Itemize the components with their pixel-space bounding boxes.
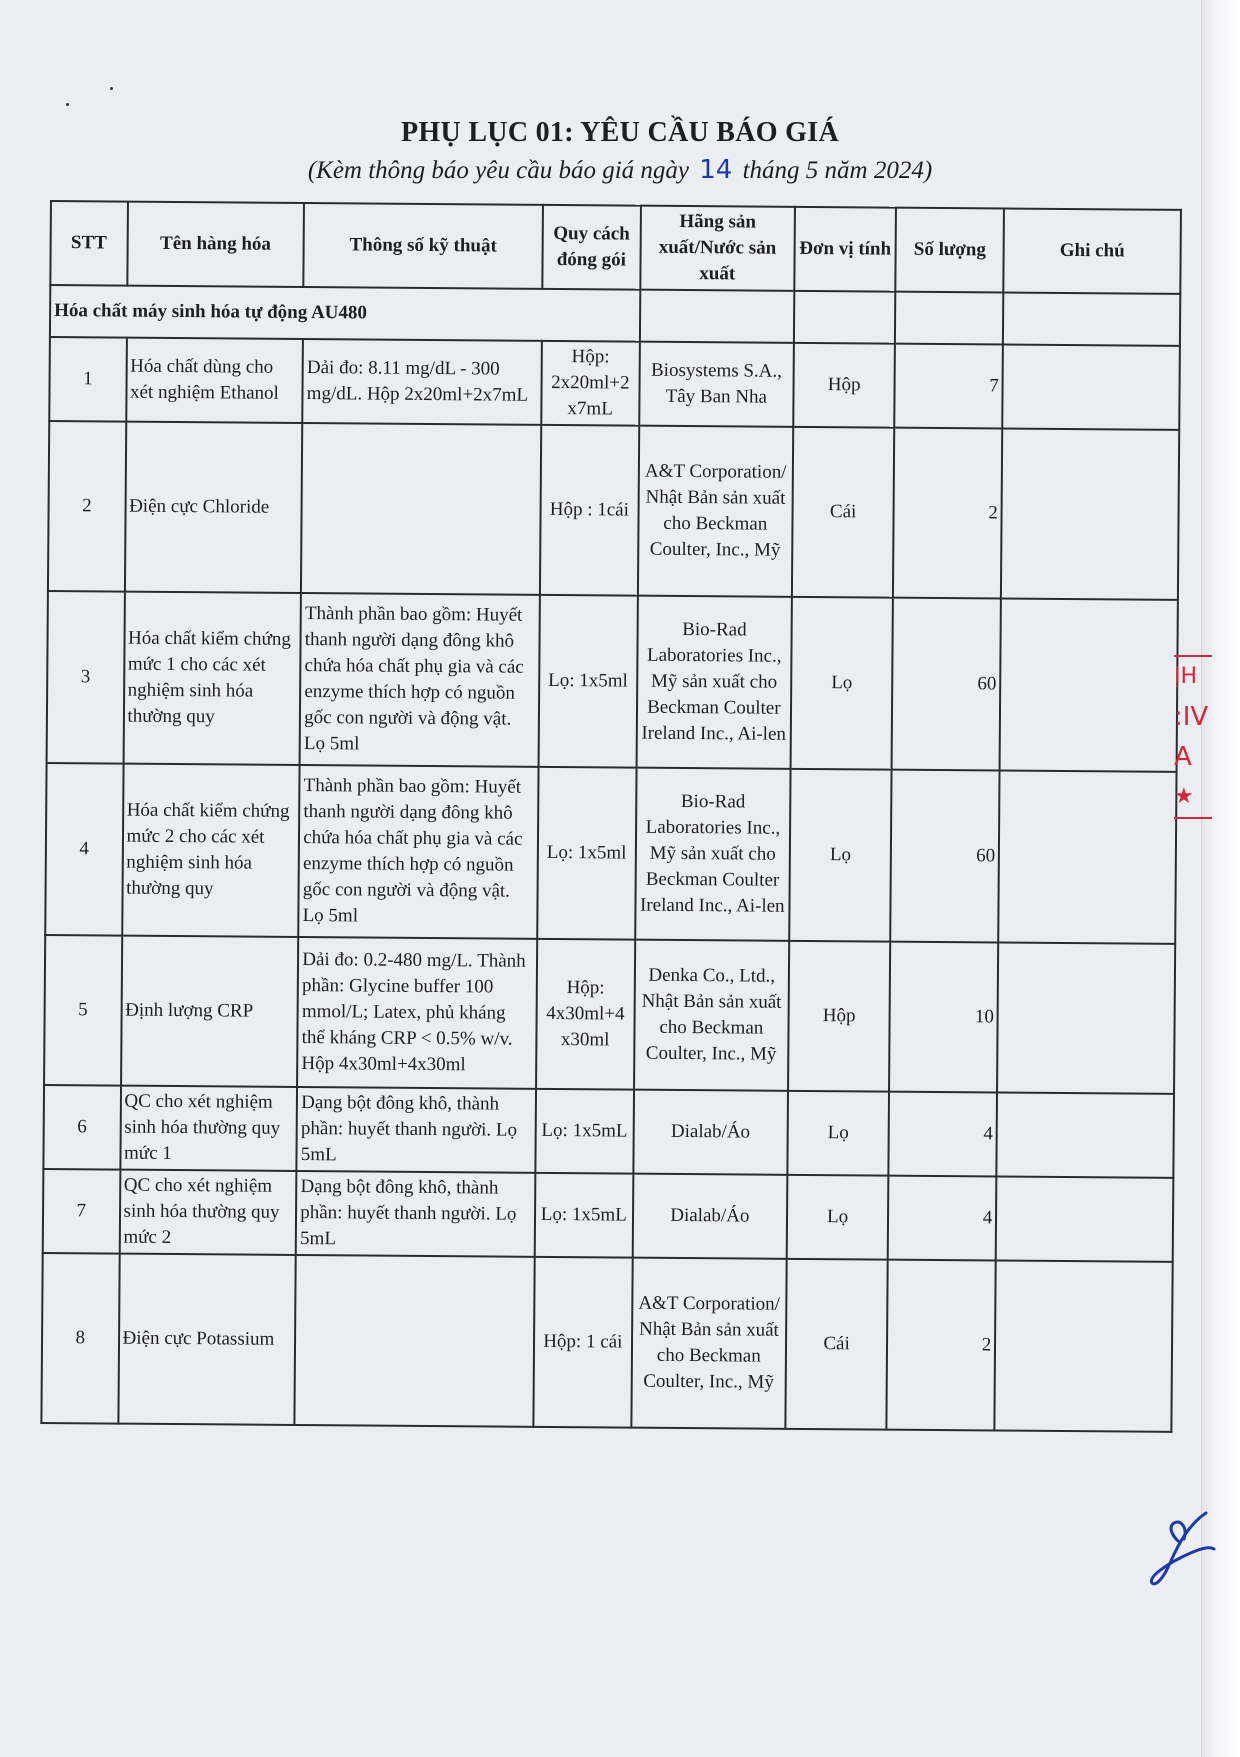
cell-qty: 2 [893,428,1002,599]
header-unit: Đơn vị tính [794,207,896,292]
cell-stt: 5 [44,935,122,1086]
cell-packing: Hộp: 4x30ml+4 x30ml [536,939,635,1090]
cell-name: Điện cực Potassium [118,1254,296,1425]
stamp-star-icon: ★ [1174,777,1212,819]
header-stt: STT [50,201,127,286]
subtitle-suffix: tháng 5 năm 2024) [742,157,933,184]
cell-note [997,942,1175,1093]
cell-qty: 10 [889,942,998,1093]
table-row [49,337,1180,430]
cell-name: QC cho xét nghiệm sinh hóa thường quy mức 1 [120,1086,297,1171]
cell-note [1002,344,1179,429]
cell-maker: Dialab/Áo [632,1174,787,1259]
stamp-fragment: A [1174,742,1192,772]
header-note: Ghi chú [1004,208,1181,293]
header-spec: Thông số kỹ thuật [304,203,543,289]
cell-spec [295,1255,535,1427]
scan-speck [110,87,113,90]
cell-unit: Hộp [793,343,895,428]
cell-note [1000,598,1178,771]
cell-qty: 7 [894,344,1003,429]
table-row [41,1253,1172,1432]
stamp-fragment: ỊH [1174,655,1212,697]
cell-stt: 2 [48,421,126,592]
subtitle-handwritten-day: 14 [699,155,733,185]
cell-spec: Thành phần bao gồm: Huyết thanh người dạng đông khô chứa hóa chất phụ gia và các enzyme thích hợp có nguồn gốc con người và động vật. Lọ 5ml [298,765,538,939]
table-row [47,591,1178,772]
table-row [43,1169,1174,1262]
header-maker: Hãng sản xuất/Nước sản xuất [640,206,795,291]
cell-maker: Biosystems S.A., Tây Ban Nha [639,342,794,427]
stamp-fragment: :IV [1174,702,1209,732]
section-empty-cell [895,292,1003,345]
cell-stt: 7 [43,1169,120,1254]
cell-spec: Dải đo: 8.11 mg/dL - 300 mg/dL. Hộp 2x20ml+2x7mL [302,339,541,425]
cell-stt: 8 [41,1253,119,1424]
cell-qty: 60 [892,598,1001,771]
cell-unit: Hộp [788,941,890,1092]
cell-name: Hóa chất kiểm chứng mức 1 cho các xét nghiệm sinh hóa thường quy [123,592,301,765]
cell-name: Hóa chất kiểm chứng mức 2 cho các xét nghiệm sinh hóa thường quy [122,764,300,937]
cell-qty: 4 [889,1092,998,1177]
scan-speck [66,103,69,106]
cell-maker: Bio-Rad Laboratories Inc., Mỹ sản xuất cho Beckman Coulter Ireland Inc., Ai-len [635,768,791,941]
cell-unit: Lọ [787,1175,889,1260]
cell-maker: Bio-Rad Laboratories Inc., Mỹ sản xuất cho Beckman Coulter Ireland Inc., Ai-len [636,596,792,769]
cell-maker: A&T Corporation/ Nhật Bản sản xuất cho Beckman Coulter, Inc., Mỹ [631,1258,787,1429]
table-header-row [50,201,1181,294]
page-edge-shadow [1201,0,1240,1757]
table-row [48,421,1179,600]
table-row [44,935,1175,1094]
cell-packing: Hộp: 2x20ml+2 x7mL [541,341,640,426]
cell-qty: 4 [888,1176,997,1261]
cell-maker: Denka Co., Ltd., Nhật Bản sản xuất cho Beckman Coulter, Inc., Mỹ [634,940,789,1091]
cell-unit: Cái [785,1259,888,1430]
cell-unit: Lọ [787,1091,889,1176]
cell-unit: Cái [792,427,895,598]
cell-spec: Dạng bột đông khô, thành phần: huyết thanh người. Lọ 5mL [296,1171,535,1257]
cell-qty: 2 [887,1260,996,1431]
cell-note [995,1260,1173,1431]
cell-note [997,1092,1174,1177]
cell-maker: Dialab/Áo [633,1090,788,1175]
subtitle-prefix: (Kèm thông báo yêu cầu báo giá ngày [307,157,689,184]
cell-name: QC cho xét nghiệm sinh hóa thường quy mức 2 [119,1170,296,1255]
quotation-table [40,200,1182,1433]
page-subtitle [0,155,1240,185]
header-packing: Quy cách đóng gói [542,205,641,290]
cell-name: Định lượng CRP [121,936,299,1087]
section-empty-cell [640,290,795,343]
table-row [45,763,1176,944]
cell-spec: Dải đo: 0.2-480 mg/L. Thành phần: Glycine buffer 100 mmol/L; Latex, phủ kháng thể kháng CRP < 0.5% w/v. Hộp 4x30ml+4x30ml [297,937,537,1089]
cell-name: Hóa chất dùng cho xét nghiệm Ethanol [126,338,303,423]
cell-packing: Hộp : 1cái [540,425,639,596]
section-title: Hóa chất máy sinh hóa tự động AU480 [50,285,640,342]
cell-unit: Lọ [790,597,893,770]
cell-note [998,770,1176,943]
section-empty-cell [794,291,896,344]
cell-maker: A&T Corporation/ Nhật Bản sản xuất cho Beckman Coulter, Inc., Mỹ [638,426,794,597]
header-name: Tên hàng hóa [127,202,304,287]
cell-note [996,1176,1173,1261]
header-qty: Số lượng [896,208,1005,293]
page-title: PHỤ LỤC 01: YÊU CẦU BÁO GIÁ [401,117,839,148]
section-row [50,285,1180,346]
cell-unit: Lọ [789,769,892,942]
cell-spec [301,423,541,595]
cell-packing: Lọ: 1x5ml [538,595,637,768]
cell-stt: 3 [47,591,125,764]
cell-spec: Dạng bột đông khô, thành phần: huyết thanh người. Lọ 5mL [297,1087,536,1173]
cell-name: Điện cực Chloride [124,422,302,593]
cell-packing: Lọ: 1x5mL [535,1173,634,1258]
cell-packing: Hộp: 1 cái [533,1257,632,1428]
cell-note [1001,428,1179,599]
cell-stt: 6 [43,1085,120,1170]
cell-qty: 60 [890,770,999,943]
cell-packing: Lọ: 1x5mL [535,1089,634,1174]
handwritten-initial-icon [1148,1505,1218,1595]
cell-stt: 1 [49,337,126,422]
table-row [43,1085,1174,1178]
cell-spec: Thành phần bao gồm: Huyết thanh người dạng đông khô chứa hóa chất phụ gia và các enzyme thích hợp có nguồn gốc con người và động vật. Lọ 5ml [300,593,540,767]
cell-stt: 4 [45,763,123,936]
cell-packing: Lọ: 1x5ml [537,767,636,940]
red-stamp-fragment [1174,655,1212,865]
section-empty-cell [1003,292,1180,345]
